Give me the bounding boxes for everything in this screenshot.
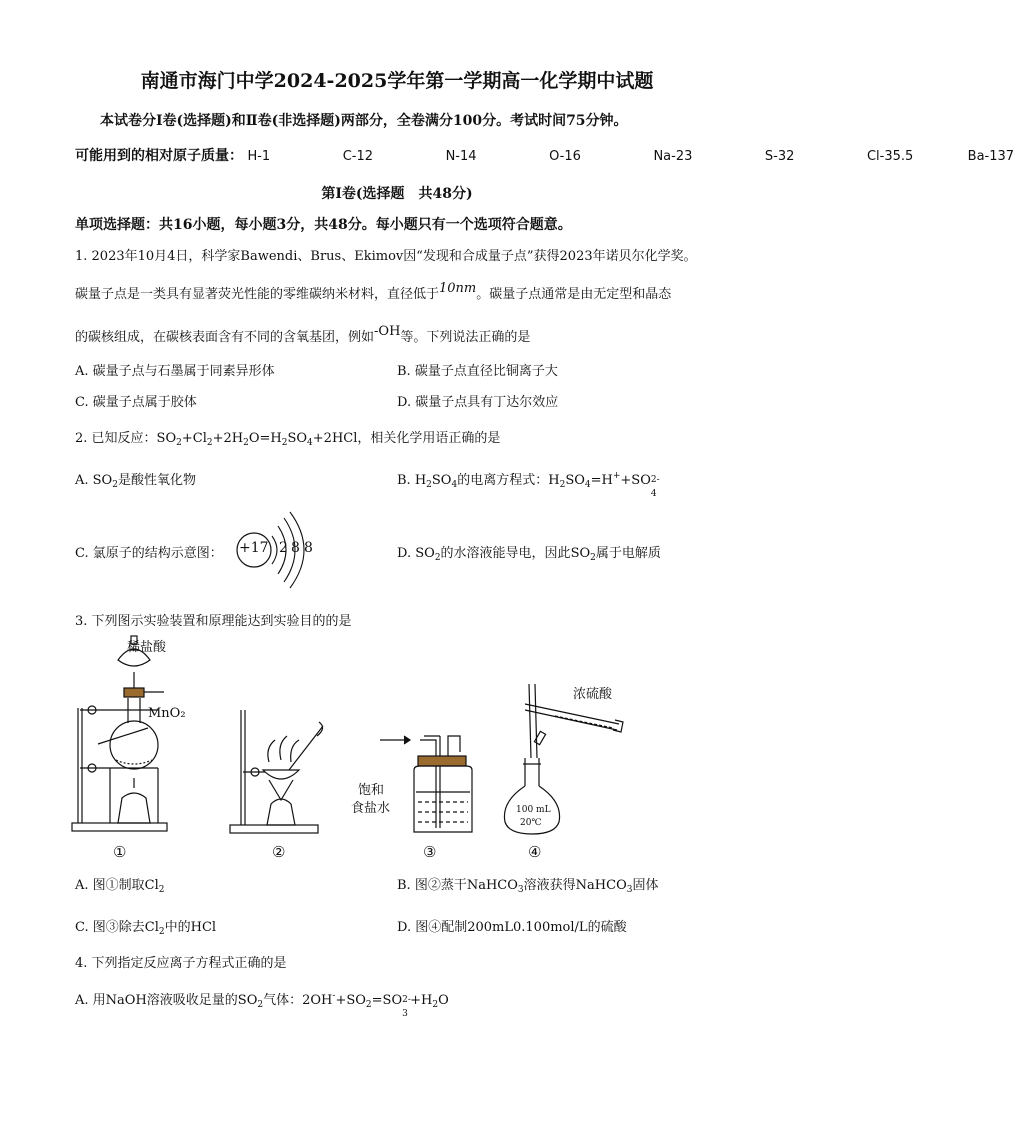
q2-option-a[interactable]: A. $SO_2$是酸性氧化物 <box>75 473 196 490</box>
section-title: 第Ⅰ卷(选择题 共48分) <box>321 186 473 202</box>
q3-option-d[interactable] <box>397 916 627 935</box>
q3-a-prefix: A. 图①制取 <box>75 878 145 893</box>
shell-electrons-3: 8 <box>304 540 313 556</box>
figure-number-4: ④ <box>528 843 542 861</box>
q2-c-text: C. 氯原子的结构示意图： <box>75 546 223 561</box>
mass-item: N-14 <box>445 149 477 164</box>
q3-c-prefix: C. 图③除去 <box>75 920 145 935</box>
exam-intro: 本试卷分Ⅰ卷(选择题)和Ⅱ卷(非选择题)两部分，全卷满分100分。考试时间75分钟。 <box>100 113 628 129</box>
apparatus-figure-3 <box>380 732 480 837</box>
figure-number-3: ③ <box>423 843 437 861</box>
q3-b-suffix: 固体 <box>632 878 659 893</box>
q2-reaction-equation: $SO_2+Cl_2+2H_2O=H_2SO_4+2HCl$ <box>156 431 358 448</box>
mass-item: O-16 <box>549 149 581 164</box>
mass-item: H-1 <box>247 149 271 164</box>
q2-stem <box>75 427 500 446</box>
q4-a-prefix: A. 用 <box>75 993 106 1008</box>
q3-d-suffix: 的硫酸 <box>587 920 627 935</box>
label-saturated: 饱和 <box>358 783 385 798</box>
q1-line1: 1. 2023年10月4日，科学家Bawendi、Brus、Ekimov因“发现和合成量子点”获得2023年诺贝尔化学奖。 <box>75 249 697 264</box>
label-mno2: MnO₂ <box>148 706 186 721</box>
q4-a-suffix: 气体： <box>263 993 303 1008</box>
q3-d-prefix: D. 图④配制 <box>397 920 468 935</box>
q2-b-mid: 的电离方程式： <box>457 473 549 488</box>
q4-a-mid: 溶液吸收足量的 <box>146 993 238 1008</box>
q1-line2-text: 碳量子点是一类具有显著荧光性能的零维碳纳米材料，直径低于 <box>75 287 440 302</box>
q4-stem: 4. 下列指定反应离子方程式正确的是 <box>75 956 287 971</box>
label-flask-volume: 100 mL <box>516 805 551 815</box>
q3-b-prefix: B. 图②蒸干 <box>397 878 467 893</box>
figure-number-2: ② <box>272 843 286 861</box>
q2-stem-suffix: ，相关化学用语正确的是 <box>357 431 501 446</box>
q1-line2-text-end: 。碳量子点通常是由无定型和晶态 <box>476 287 672 302</box>
q1-option-a[interactable]: A. 碳量子点与石墨属于同素异形体 <box>75 364 275 379</box>
q2-d-prefix: D. <box>397 546 416 561</box>
masses-list <box>247 149 1014 164</box>
label-flask-temp: 20℃ <box>520 818 542 828</box>
mass-item: Cl-35.5 <box>866 149 914 164</box>
apparatus-figure-1 <box>68 628 178 838</box>
q2-b-prefix: B. <box>397 473 415 488</box>
page-title: 南通市海门中学2024-2025学年第一学期高一化学期中试题 <box>140 70 654 92</box>
section-instruction: 单项选择题：共16小题，每小题3分，共48分。每小题只有一个选项符合题意。 <box>75 217 572 233</box>
q4-option-a[interactable]: A. 用NaOH溶液吸收足量的$SO_2$气体：$2OH^-+SO_2=SO$ 2- 3 $+H_2O$ <box>75 991 449 1019</box>
mass-item: Ba-137 <box>967 149 1014 164</box>
q2-option-c[interactable] <box>75 542 223 561</box>
mass-item: S-32 <box>764 149 795 164</box>
q3-d-value: 200mL0.100mol/L <box>467 920 588 935</box>
label-brine: 食盐水 <box>351 801 391 816</box>
mass-item: C-12 <box>342 149 374 164</box>
q3-option-c[interactable]: C. 图③除去$Cl_2$中的HCl <box>75 920 217 937</box>
q2-option-b[interactable]: B. $H_2SO_4$的电离方程式：$H_2SO_4=H^++SO$ 2- 4 <box>397 471 660 499</box>
apparatus-figure-2 <box>225 700 325 835</box>
figure-number-1: ① <box>113 843 127 861</box>
q1-option-b[interactable]: B. 碳量子点直径比铜离子大 <box>397 364 558 379</box>
q2-a-prefix: A. <box>75 473 93 488</box>
q2-a-suffix: 是酸性氧化物 <box>117 473 196 488</box>
q1-oh-group: -OH <box>374 324 401 339</box>
q2-stem-prefix: 2. 已知反应： <box>75 431 157 446</box>
q1-option-c[interactable]: C. 碳量子点属于胶体 <box>75 395 197 410</box>
q2-d-mid: 的水溶液能导电，因此 <box>440 546 571 561</box>
q3-b-mid: 溶液获得 <box>523 878 576 893</box>
q1-line2 <box>75 283 671 302</box>
q1-option-d[interactable]: D. 碳量子点具有丁达尔效应 <box>397 395 559 410</box>
q2-option-d[interactable]: D. $SO_2$的水溶液能导电，因此$SO_2$属于电解质 <box>397 546 661 563</box>
shell-electrons-1: 2 <box>279 540 288 556</box>
q3-option-a[interactable]: A. 图①制取$Cl_2$ <box>75 878 165 895</box>
shell-electrons-2: 8 <box>291 540 300 556</box>
q3-stem: 3. 下列图示实验装置和原理能达到实验目的的是 <box>75 614 352 629</box>
atomic-masses <box>75 145 1014 165</box>
mass-item: Na-23 <box>653 149 693 164</box>
label-dilute-hcl: 稀盐酸 <box>127 640 167 655</box>
nucleus-charge: +17 <box>239 540 269 556</box>
q1-line3 <box>75 326 530 345</box>
masses-label: 可能用到的相对原子质量： <box>75 148 243 164</box>
q1-size-value: 10nm <box>439 281 477 296</box>
q2-d-suffix: 属于电解质 <box>595 546 661 561</box>
q1-line3-text-end: 等。下列说法正确的是 <box>400 330 531 345</box>
q3-option-b[interactable]: B. 图②蒸干NaHCO$_3$溶液获得NaHCO$_3$固体 <box>397 878 659 895</box>
label-conc-h2so4: 浓硫酸 <box>573 687 613 702</box>
q3-c-mid: 中的 <box>164 920 191 935</box>
q1-line3-text: 的碳核组成，在碳核表面含有不同的含氧基团，例如 <box>75 330 375 345</box>
